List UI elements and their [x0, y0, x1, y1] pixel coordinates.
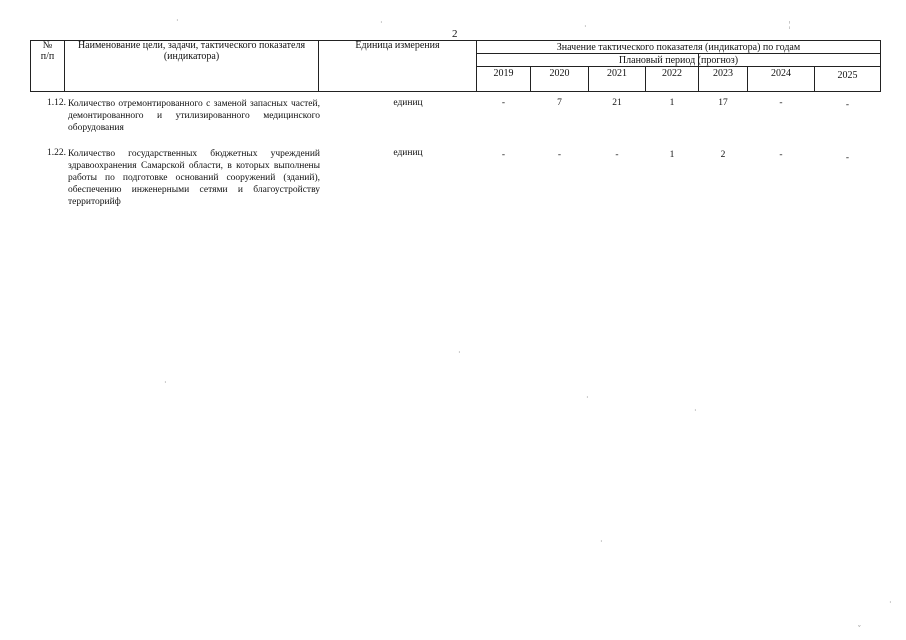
- header-divider: [64, 40, 65, 91]
- row-unit: единиц: [393, 148, 423, 158]
- scan-speck: ·: [889, 598, 892, 607]
- scan-speck: ·: [164, 378, 167, 387]
- row-value-2023: 2: [720, 150, 726, 160]
- scan-speck: ·: [380, 18, 383, 27]
- row-unit: единиц: [393, 98, 423, 108]
- scan-speck: ·: [694, 406, 697, 415]
- row-value-2022: 1: [669, 150, 675, 160]
- row-value-2019: -: [501, 150, 506, 160]
- header-name: Наименование цели, задачи, тактического показателя (индикатора): [77, 40, 306, 62]
- row-value-2020: 7: [557, 98, 562, 108]
- header-divider: [318, 40, 319, 91]
- header-year: 2021: [607, 68, 627, 79]
- row-value-2023: 17: [718, 98, 728, 108]
- header-year: 2019: [493, 68, 514, 79]
- row-value-2021: 21: [612, 98, 622, 108]
- scan-speck: ·: [586, 393, 589, 402]
- row-name: Количество отремонтированного с заменой запасных частей, демонтированного и утилизированного медицинского оборудования: [68, 99, 320, 133]
- row-number: 1.22.: [47, 148, 66, 158]
- scan-speck: ·: [458, 348, 461, 357]
- row-value-2024: -: [779, 98, 783, 108]
- header-year: 2023: [713, 68, 733, 79]
- header-year: 2024: [771, 68, 791, 79]
- header-year: 2022: [662, 68, 682, 79]
- row-value-2021: -: [615, 150, 619, 160]
- row-value-2025: -: [845, 100, 850, 110]
- row-value-2020: -: [557, 150, 562, 160]
- page-number: 2: [452, 28, 458, 40]
- row-value-2022: 1: [669, 98, 675, 108]
- row-value-2025: -: [845, 153, 850, 163]
- row-value-2024: -: [779, 150, 783, 160]
- header-num: № п/п: [40, 40, 55, 62]
- table-header: [30, 40, 881, 92]
- scan-speck: ·: [600, 537, 603, 546]
- row-value-2019: -: [501, 98, 506, 108]
- header-year: 2025: [837, 70, 858, 81]
- header-plan-border: [476, 66, 881, 67]
- header-right-border: [880, 40, 881, 91]
- scan-speck: ¦: [789, 20, 791, 29]
- row-number: 1.12.: [47, 98, 66, 108]
- header-plan-period: Плановый период (прогноз): [618, 55, 739, 66]
- header-bottom-border: [30, 91, 881, 92]
- scan-speck: ·: [176, 16, 179, 25]
- row-name: Количество государственных бюджетных учреждений здравоохранения Самарской области, в которых выполнены работы по подготовке оснований сооружений (зданий), обеспечению инженерными сетями и благоустройству территорийф: [68, 149, 320, 207]
- header-year-group-border: [476, 53, 881, 54]
- header-unit: Единица измерения: [355, 40, 440, 51]
- header-value-title: Значение тактического показателя (индикатора) по годам: [556, 42, 801, 53]
- scan-speck: ·: [584, 22, 587, 31]
- header-year: 2020: [549, 68, 570, 79]
- scan-speck: ˇ: [858, 624, 861, 633]
